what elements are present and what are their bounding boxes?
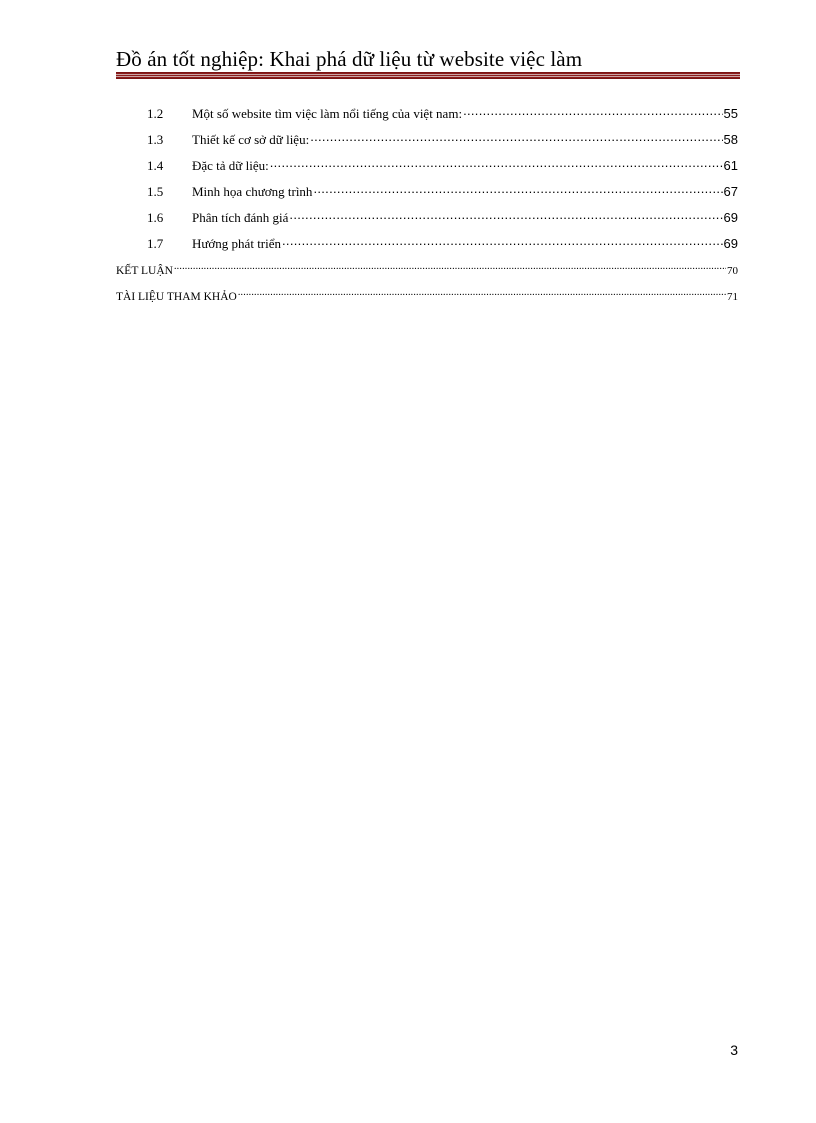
toc-dot-leader [463,104,722,118]
toc-entry-1-5[interactable] [116,182,738,208]
toc-entry-page: 67 [723,184,738,199]
toc-entry-page: 58 [723,132,738,147]
toc-entry-1-7[interactable] [116,234,738,260]
page-header [116,46,740,79]
toc-entry-number: 1.3 [147,132,164,147]
toc-entry-number: 1.7 [147,236,164,251]
toc-entry-ket-luan[interactable] [116,260,738,286]
document-title: Đồ án tốt nghiệp: Khai phá dữ liệu từ website việc làm [116,47,583,71]
toc-entry-title: TÀI LIỆU THAM KHẢO [116,291,237,303]
toc-dot-leader [289,208,722,222]
toc-dot-leader [313,182,722,196]
toc-entry-title: Phân tích đánh giá [192,210,289,225]
toc-entry-title: KẾT LUẬN [116,265,173,277]
toc-entry-title: Thiết kế cơ sở dữ liệu: [192,132,310,147]
toc-entry-page: 70 [727,265,738,277]
page-number: 3 [730,1042,738,1058]
toc-entry-page: 71 [727,291,738,303]
toc-entry-title: Một số website tìm việc làm nổi tiếng của việt nam: [192,106,463,121]
toc-entry-title: Hướng phát triển [192,236,282,251]
toc-entry-1-3[interactable] [116,130,738,156]
toc-entry-page: 61 [723,158,738,173]
toc-dot-leader [238,286,726,300]
toc-entry-number: 1.4 [147,158,164,173]
toc-entry-1-4[interactable] [116,156,738,182]
header-divider [116,72,740,79]
toc-entry-number: 1.2 [147,106,164,121]
toc-dot-leader [270,156,723,170]
toc-dot-leader [282,234,723,248]
toc-entry-1-2[interactable] [116,104,738,130]
toc-entry-title: Đặc tả dữ liệu: [192,158,269,173]
toc-entry-tai-lieu-tham-khao[interactable] [116,286,738,312]
toc-dot-leader [174,260,726,274]
toc-entry-page: 55 [723,106,738,121]
toc-entry-title: Minh họa chương trình [192,184,313,199]
toc-dot-leader [310,130,722,144]
toc-entry-number: 1.5 [147,184,164,199]
toc-entry-page: 69 [723,210,738,225]
toc-entry-page: 69 [723,236,738,251]
table-of-contents [116,104,738,312]
toc-entry-number: 1.6 [147,210,164,225]
toc-entry-1-6[interactable] [116,208,738,234]
